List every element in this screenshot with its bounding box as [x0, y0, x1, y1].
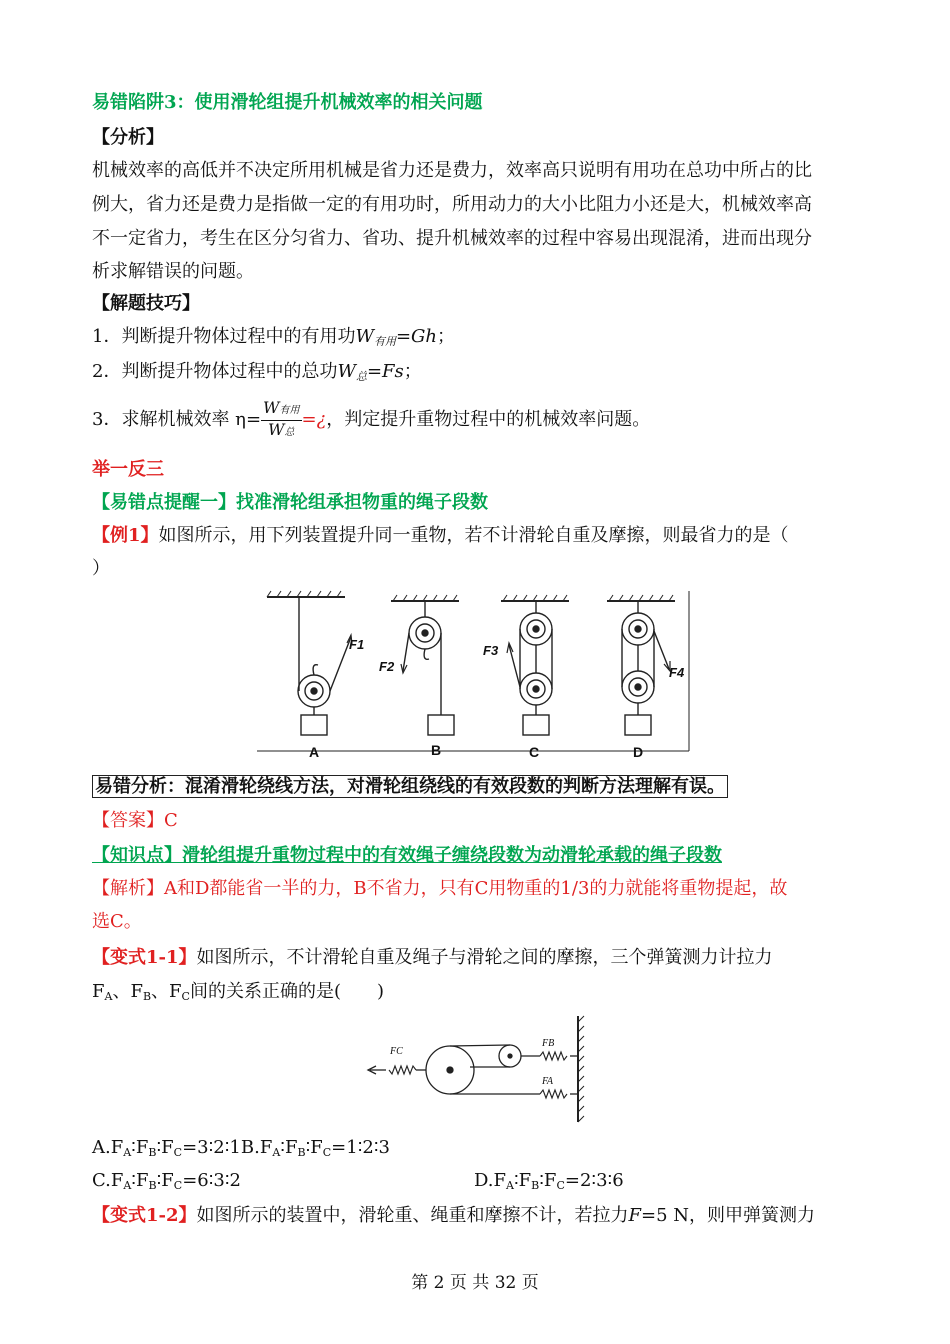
- answer: 【答案】C: [92, 810, 178, 831]
- pulley-figure-2: [360, 1012, 590, 1126]
- tip-1: 1．判断提升物体过程中的有用功$W_{有用}=Gh$；: [92, 326, 456, 348]
- force-label-f4: F4: [669, 665, 685, 680]
- force-label-fc: FC: [390, 1046, 403, 1057]
- example-1: 【例1】如图所示，用下列装置提升同一重物，若不计滑轮自重及摩擦，则最省力的是（: [92, 525, 789, 546]
- knowledge-point: 【知识点】滑轮组提升重物过程中的有效绳子缠绕段数为动滑轮承载的绳子段数: [92, 845, 722, 866]
- reminder-1: 【易错点提醒一】找准滑轮组承担物重的绳子段数: [92, 492, 488, 513]
- explanation-line-2: 选C。: [92, 911, 142, 932]
- pulley-figure-1: [255, 587, 695, 765]
- option-d[interactable]: $D.F_A∶F_B∶F_C=2∶3∶6$: [474, 1170, 624, 1192]
- analysis-line-2: 例大，省力还是费力是指做一定的有用功时，所用动力的大小比阻力小还是大，机械效率高: [92, 194, 812, 215]
- efficiency-fraction: $\frac{\text{W有用}}{\text{W总}}$: [263, 397, 300, 439]
- force-label-f3: F3: [483, 643, 499, 658]
- tip-2: 2．判断提升物体过程中的总功$W_总=Fs$；: [92, 361, 422, 383]
- option-c[interactable]: $C.F_A∶F_B∶F_C=6∶3∶2$: [92, 1170, 241, 1192]
- option-a[interactable]: $A.F_A∶F_B∶F_C=3∶2∶1$: [92, 1137, 241, 1159]
- heading-trap-3: 易错陷阱3：使用滑轮组提升机械效率的相关问题: [92, 92, 483, 113]
- variant-1-1-line-2: $F_A$、$F_B$、$F_C$间的关系正确的是( ): [92, 981, 385, 1003]
- option-b[interactable]: $B.F_A∶F_B∶F_C=1∶2∶3$: [240, 1137, 390, 1159]
- force-label-fb: FB: [542, 1038, 555, 1049]
- figure-letter-d: D: [633, 744, 644, 760]
- figure-letter-c: C: [529, 744, 540, 760]
- option-a-b: [92, 1137, 390, 1159]
- force-label-fa: FA: [542, 1076, 553, 1087]
- variant-1-1: 【变式1-1】如图所示，不计滑轮自重及绳子与滑轮之间的摩擦，三个弹簧测力计拉力: [92, 947, 773, 968]
- force-label-f1: F1: [349, 637, 365, 652]
- force-label-f2: F2: [379, 659, 395, 674]
- variant-1-2: 【变式1-2】如图所示的装置中，滑轮重、绳重和摩擦不计，若拉力F=5 N，则甲弹簧测力: [92, 1205, 816, 1226]
- section-title: 举一反三: [92, 459, 164, 480]
- analysis-line-1: 机械效率的高低并不决定所用机械是省力还是费力，效率高只说明有用功在总功中所占的比: [92, 160, 812, 181]
- error-analysis: 易错分析：混淆滑轮绕线方法，对滑轮组绕线的有效段数的判断方法理解有误。: [92, 776, 728, 798]
- analysis-line-3: 不一定省力，考生在区分匀省力、省功、提升机械效率的过程中容易出现混淆，进而出现分: [92, 228, 812, 249]
- example-1-bracket: ）: [92, 558, 110, 579]
- tip-3: 3．求解机械效率 η= $\frac{\text{W有用}}{\text{W总}}$ =¿，判定提升重物过程中的机械效率问题。: [92, 396, 650, 444]
- tips-label: 【解题技巧】: [92, 293, 200, 314]
- analysis-label: 【分析】: [92, 127, 164, 148]
- page-footer: 第 2 页 共 32 页: [411, 1273, 539, 1293]
- explanation-line-1: 【解析】A和D都能省一半的力，B不省力，只有C用物重的1/3的力就能将重物提起，故: [92, 878, 788, 899]
- figure-letter-a: A: [309, 744, 320, 760]
- analysis-line-4: 析求解错误的问题。: [92, 261, 254, 282]
- figure-letter-b: B: [431, 742, 442, 758]
